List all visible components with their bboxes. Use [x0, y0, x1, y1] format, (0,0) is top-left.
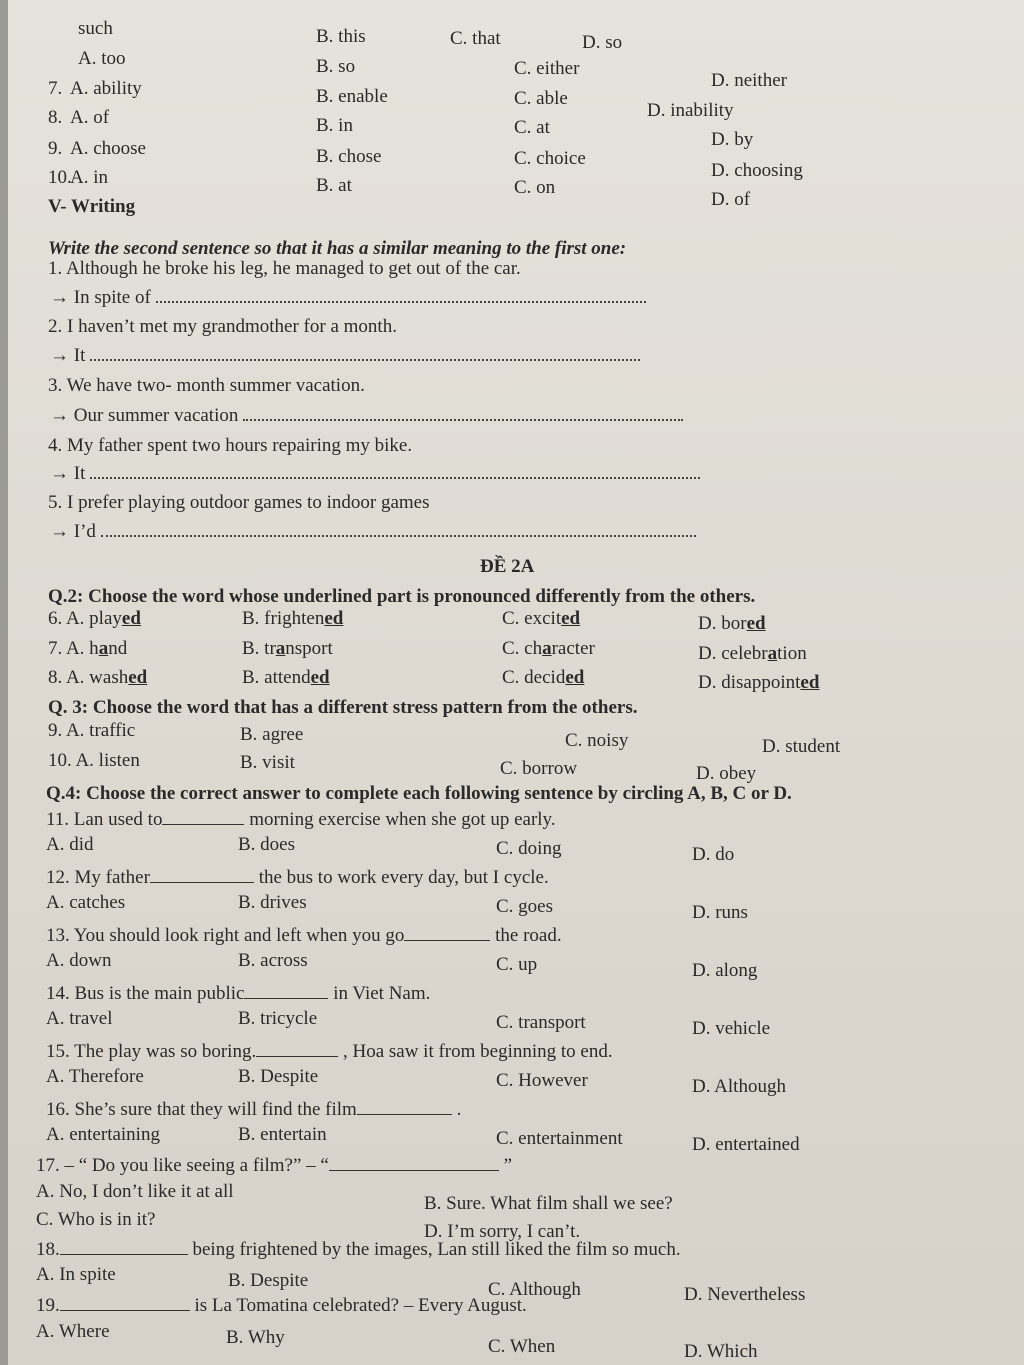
stress-option: 9. A. traffic [48, 720, 136, 741]
underlined-part: ed [565, 667, 585, 688]
underlined-part: a [767, 643, 778, 664]
word-part: C. decid [502, 667, 566, 688]
word-part: C. ch [502, 638, 543, 659]
question-stem [36, 1238, 681, 1261]
writing-question: 2. I haven’t met my grandmother for a month. [48, 316, 397, 337]
stem-text: is La Tomatina celebrated? – Every August. [189, 1295, 527, 1316]
underlined-part: ed [310, 667, 330, 688]
answer-blank[interactable] [156, 287, 646, 303]
answer-option: D. vehicle [692, 1018, 771, 1039]
answer-prompt: → I’d [50, 521, 101, 542]
word-part: D. bor [698, 613, 747, 634]
word-part: nsport [285, 638, 333, 659]
option-c: C. choice [514, 148, 586, 169]
answer-option: A. down [46, 950, 112, 971]
pronunciation-option [242, 667, 330, 689]
answer-option: C. doing [496, 838, 562, 859]
stress-option: D. obey [696, 763, 757, 784]
option-d: D. inability [647, 100, 734, 121]
option-a: A. ability [70, 78, 142, 99]
stem-text: 12. My father [46, 867, 150, 888]
writing-question: 5. I prefer playing outdoor games to indoor games [48, 492, 430, 513]
answer-option: D. Nevertheless [684, 1284, 806, 1305]
stress-option: B. agree [240, 724, 304, 745]
answer-option: B. Despite [238, 1066, 319, 1087]
answer-option: C. Although [488, 1279, 581, 1300]
stem-text: 16. She’s sure that they will find the film [46, 1099, 357, 1120]
question-stem [46, 1098, 461, 1121]
answer-option: C. When [488, 1336, 556, 1357]
pronunciation-option [698, 613, 766, 635]
answer-option: C. goes [496, 896, 553, 917]
word-part: B. attend [242, 667, 311, 688]
answer-option: A. entertaining [46, 1124, 160, 1145]
stem-text: the bus to work every day, but I cycle. [253, 867, 549, 888]
option-c: C. on [514, 177, 556, 198]
writing-answer-line [50, 405, 683, 427]
option-c: C. that [450, 28, 501, 49]
word-part: B. tr [242, 638, 276, 659]
answer-option: C. Who is in it? [36, 1209, 156, 1230]
answer-blank[interactable] [404, 924, 490, 941]
page-edge [0, 0, 8, 1365]
option-a: A. choose [70, 138, 146, 159]
stem-text: 11. Lan used to [46, 809, 163, 830]
option-c: C. at [514, 117, 550, 138]
section-heading: Q.4: Choose the correct answer to complete each following sentence by circling A, B, C or D. [46, 783, 792, 804]
section-heading: V- Writing [48, 196, 136, 217]
pronunciation-option [242, 608, 343, 630]
underlined-part: a [542, 638, 552, 659]
stem-text: . [451, 1099, 462, 1120]
answer-option: A. did [46, 834, 94, 855]
stress-option: B. visit [240, 752, 295, 773]
option-a: A. too [78, 48, 126, 69]
stem-text: ” [498, 1155, 513, 1176]
option-d: D. by [711, 129, 754, 150]
stem-text: 15. The play was so boring. [46, 1041, 257, 1062]
writing-question: 4. My father spent two hours repairing my bike. [48, 435, 413, 456]
pronunciation-option [502, 638, 595, 660]
answer-prompt: → Our summer vacation [50, 405, 244, 426]
stem-text: 17. – “ Do you like seeing a film?” – “ [36, 1155, 329, 1176]
pronunciation-option [698, 672, 819, 694]
answer-option: B. drives [238, 892, 307, 913]
option-d: D. neither [711, 70, 787, 91]
pronunciation-option [502, 667, 584, 689]
pronunciation-option [242, 638, 333, 660]
question-stem [46, 1040, 613, 1063]
word-part: C. excit [502, 608, 562, 629]
underlined-part: ed [128, 667, 148, 688]
answer-option: B. Sure. What film shall we see? [424, 1193, 673, 1214]
stress-option: C. noisy [565, 730, 629, 751]
question-number: 9. [48, 138, 63, 159]
answer-blank[interactable] [162, 808, 244, 825]
stem-text: 14. Bus is the main public [46, 983, 245, 1004]
option-d: D. so [582, 32, 623, 53]
stem-text: 19. [36, 1295, 60, 1316]
answer-prompt: → It [50, 345, 91, 366]
stem-text: the road. [490, 925, 562, 946]
question-stem [36, 1154, 512, 1177]
option-a: A. in [70, 167, 108, 188]
answer-prompt: → In spite of [50, 287, 156, 308]
word-part: D. disappoint [698, 672, 801, 693]
answer-option: D. entertained [692, 1134, 800, 1155]
answer-blank[interactable] [60, 1294, 190, 1311]
stress-option: 10. A. listen [48, 750, 140, 771]
answer-blank[interactable] [90, 463, 700, 479]
stem-text: being frightened by the images, Lan still liked the film so much. [187, 1239, 681, 1260]
answer-blank[interactable] [60, 1238, 188, 1255]
answer-option: D. Which [684, 1341, 758, 1362]
answer-blank[interactable] [244, 982, 328, 999]
instruction: Write the second sentence so that it has a similar meaning to the first one: [48, 238, 627, 259]
underlined-part: a [98, 638, 109, 659]
question-number: 8. [48, 107, 63, 128]
question-stem [46, 982, 430, 1005]
question-stem [46, 808, 556, 831]
word-part: tion [777, 643, 807, 664]
stress-option: D. student [762, 736, 841, 757]
answer-option: A. catches [46, 892, 126, 913]
pronunciation-option [48, 638, 127, 660]
answer-option: B. across [238, 950, 308, 971]
answer-option: C. However [496, 1070, 588, 1091]
stem-text: , Hoa saw it from beginning to end. [338, 1041, 613, 1062]
option-b: B. so [316, 56, 356, 77]
word-part: B. frighten [242, 608, 325, 629]
stem-text: in Viet Nam. [328, 983, 431, 1004]
answer-blank[interactable] [90, 345, 640, 361]
question-stem [36, 1294, 527, 1317]
word-part: 7. A. h [48, 638, 99, 659]
option-c: C. able [514, 88, 568, 109]
answer-blank[interactable] [243, 405, 683, 421]
question-stem [46, 866, 549, 889]
answer-option: D. I’m sorry, I can’t. [424, 1221, 581, 1242]
answer-option: B. Despite [228, 1270, 309, 1291]
word-part: nd [108, 638, 128, 659]
answer-option: B. Why [226, 1327, 285, 1348]
option-b: B. this [316, 26, 366, 47]
answer-option: A. travel [46, 1008, 113, 1029]
writing-answer-line [50, 345, 640, 367]
underlined-part: ed [561, 608, 581, 629]
section-heading: Q. 3: Choose the word that has a different stress pattern from the others. [48, 697, 638, 718]
underlined-part: a [275, 638, 286, 659]
writing-question: 1. Although he broke his leg, he managed to get out of the car. [48, 258, 521, 279]
answer-prompt: → It [50, 463, 91, 484]
option-b: B. in [316, 115, 353, 136]
pronunciation-option [48, 608, 141, 630]
answer-option: D. runs [692, 902, 748, 923]
answer-blank[interactable] [357, 1098, 452, 1115]
exam-title: ĐỀ 2A [480, 556, 535, 577]
answer-blank[interactable] [329, 1154, 499, 1171]
underlined-part: ed [746, 613, 766, 634]
option-c: C. either [514, 58, 580, 79]
answer-blank[interactable] [256, 1040, 338, 1057]
word-part: D. celebr [698, 643, 768, 664]
option-b: B. enable [316, 86, 388, 107]
answer-option: B. entertain [238, 1124, 327, 1145]
answer-option: B. does [238, 834, 295, 855]
stem-text: 13. You should look right and left when you go [46, 925, 405, 946]
answer-option: A. Therefore [46, 1066, 144, 1087]
writing-answer-line [50, 521, 696, 543]
answer-option: C. entertainment [496, 1128, 623, 1149]
writing-question: 3. We have two- month summer vacation. [48, 375, 365, 396]
underlined-part: ed [800, 672, 820, 693]
answer-blank[interactable] [150, 866, 254, 883]
question-number: 10. [48, 167, 72, 188]
option-b: B. chose [316, 146, 382, 167]
stem-text: 18. [36, 1239, 60, 1260]
word-part: 8. A. wash [48, 667, 129, 688]
pronunciation-option [48, 667, 147, 689]
answer-option: A. Where [36, 1321, 110, 1342]
answer-option: A. No, I don’t like it at all [36, 1181, 234, 1202]
stem-text: morning exercise when she got up early. [244, 809, 556, 830]
question-stem [46, 924, 562, 947]
pronunciation-option [502, 608, 580, 630]
option-d: D. of [711, 189, 751, 210]
writing-answer-line [50, 463, 700, 485]
option-a: such [78, 18, 113, 39]
option-d: D. choosing [711, 160, 803, 181]
answer-option: B. tricycle [238, 1008, 318, 1029]
word-part: racter [551, 638, 595, 659]
answer-blank[interactable] [101, 521, 696, 537]
answer-option: D. do [692, 844, 735, 865]
answer-option: C. transport [496, 1012, 586, 1033]
pronunciation-option [698, 643, 807, 665]
question-number: 7. [48, 78, 63, 99]
answer-option: D. along [692, 960, 758, 981]
stress-option: C. borrow [500, 758, 578, 779]
answer-option: D. Although [692, 1076, 786, 1097]
option-b: B. at [316, 175, 352, 196]
option-a: A. of [70, 107, 110, 128]
answer-option: C. up [496, 954, 538, 975]
writing-answer-line [50, 287, 646, 309]
answer-option: A. In spite [36, 1264, 116, 1285]
section-heading: Q.2: Choose the word whose underlined part is pronounced differently from the others. [48, 586, 756, 607]
underlined-part: ed [324, 608, 344, 629]
word-part: 6. A. play [48, 608, 122, 629]
underlined-part: ed [121, 608, 141, 629]
